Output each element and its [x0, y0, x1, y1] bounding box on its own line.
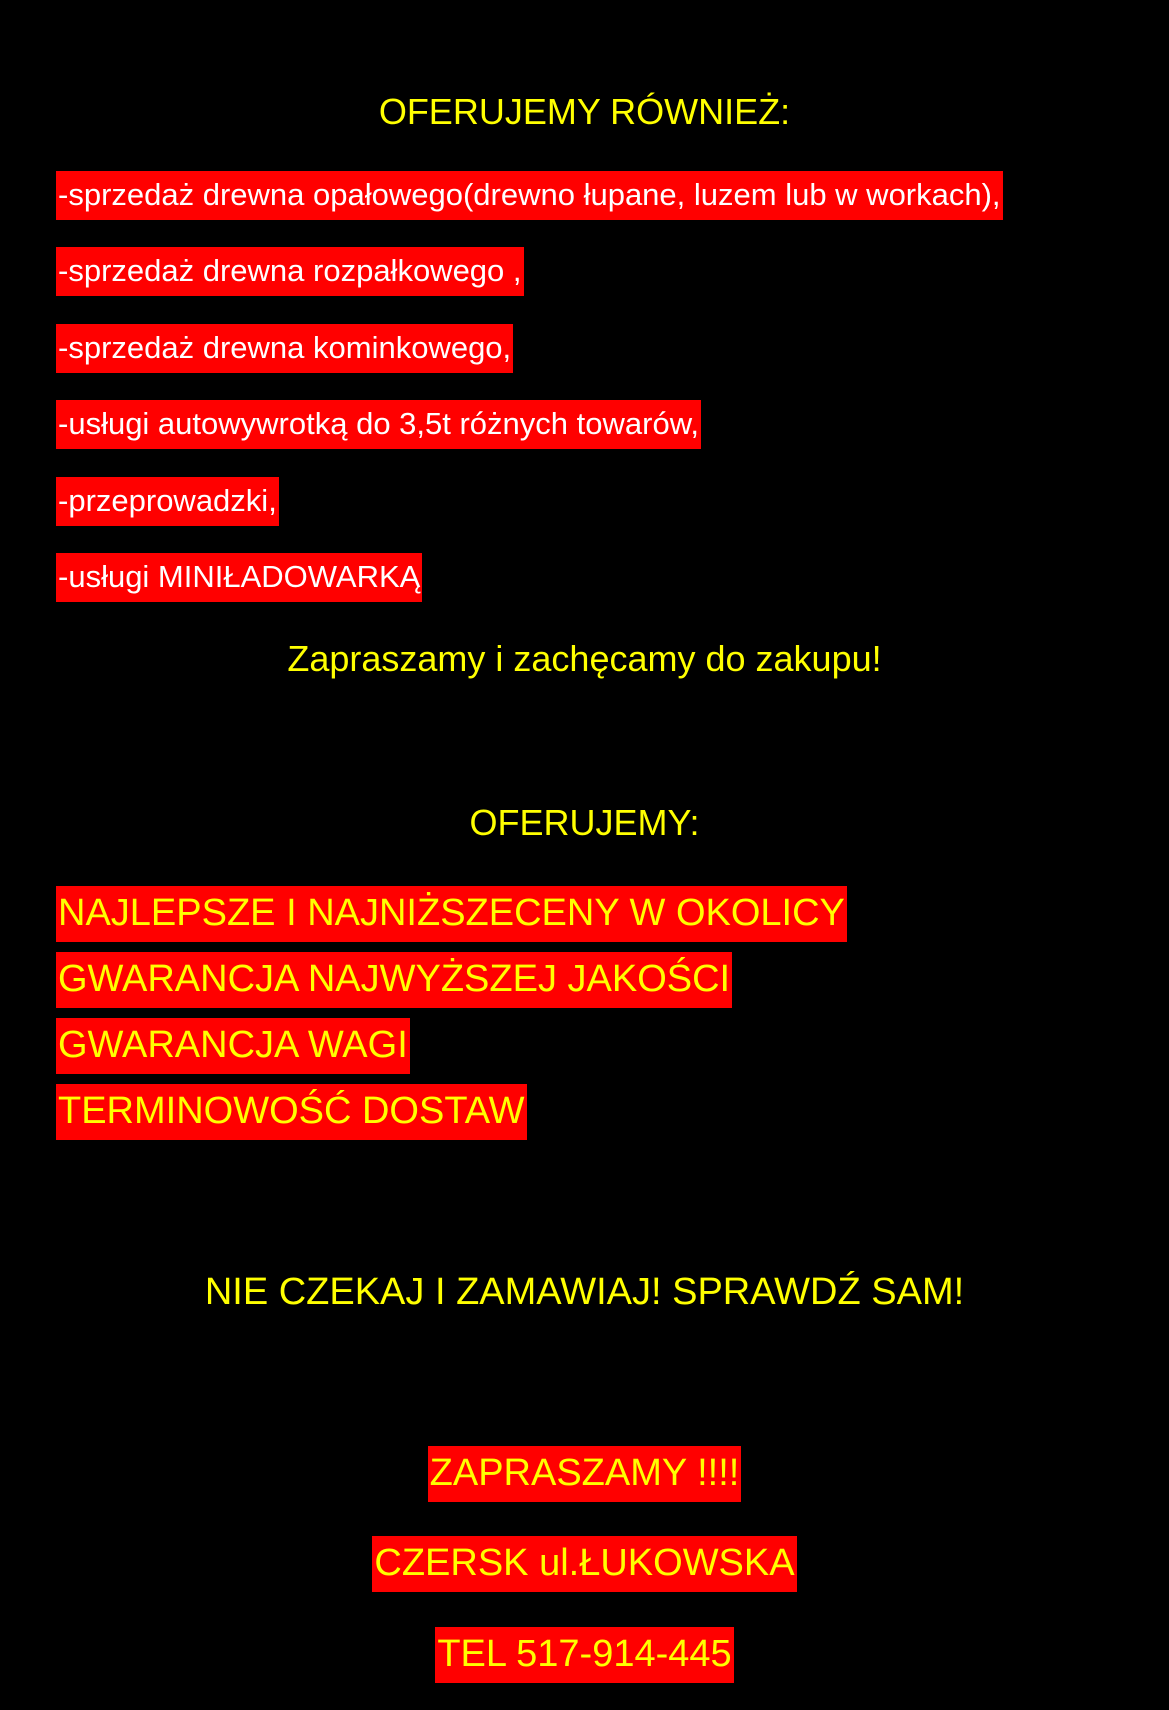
- feature-best-prices: NAJLEPSZE I NAJNIŻSZECENY W OKOLICY: [56, 886, 847, 942]
- list-item: [56, 485, 279, 516]
- service-item-firewood: -sprzedaż drewna opałowego(drewno łupane, luzem lub w workach),: [56, 171, 1003, 220]
- invite-text: Zapraszamy i zachęcamy do zakupu!: [287, 638, 882, 679]
- service-item-mini-loader: -usługi MINIŁADOWARKĄ: [56, 553, 422, 602]
- feature-timely-delivery: TERMINOWOŚĆ DOSTAW: [56, 1084, 527, 1140]
- list-item: [56, 332, 513, 363]
- contact-phone-line: [0, 1635, 1169, 1673]
- list-item: [56, 1026, 410, 1064]
- call-to-action: NIE CZEKAJ I ZAMAWIAJ! SPRAWDŹ SAM!: [204, 1271, 965, 1313]
- list-item: [56, 894, 847, 932]
- list-item: [56, 408, 701, 439]
- section-title-offer: OFERUJEMY:: [469, 802, 700, 843]
- feature-quality-guarantee: GWARANCJA NAJWYŻSZEJ JAKOŚCI: [56, 952, 732, 1008]
- section-title-also-offer: OFERUJEMY RÓWNIEŻ:: [378, 91, 791, 132]
- contact-invite-line: [0, 1454, 1169, 1492]
- list-item: [56, 255, 524, 286]
- contact-phone: TEL 517-914-445: [435, 1627, 733, 1683]
- contact-address: CZERSK ul.ŁUKOWSKA: [372, 1536, 796, 1592]
- service-item-dump-truck: -usługi autowywrotką do 3,5t różnych towarów,: [56, 400, 701, 449]
- contact-invite: ZAPRASZAMY !!!!: [428, 1446, 742, 1502]
- list-item: [56, 1092, 527, 1130]
- service-item-fireplace-wood: -sprzedaż drewna kominkowego,: [56, 324, 513, 373]
- service-item-kindling: -sprzedaż drewna rozpałkowego ,: [56, 247, 524, 296]
- list-item: [56, 960, 732, 998]
- feature-weight-guarantee: GWARANCJA WAGI: [56, 1018, 410, 1074]
- contact-address-line: [0, 1544, 1169, 1582]
- list-item: [56, 561, 422, 592]
- list-item: [56, 179, 1003, 210]
- service-item-moving: -przeprowadzki,: [56, 477, 279, 526]
